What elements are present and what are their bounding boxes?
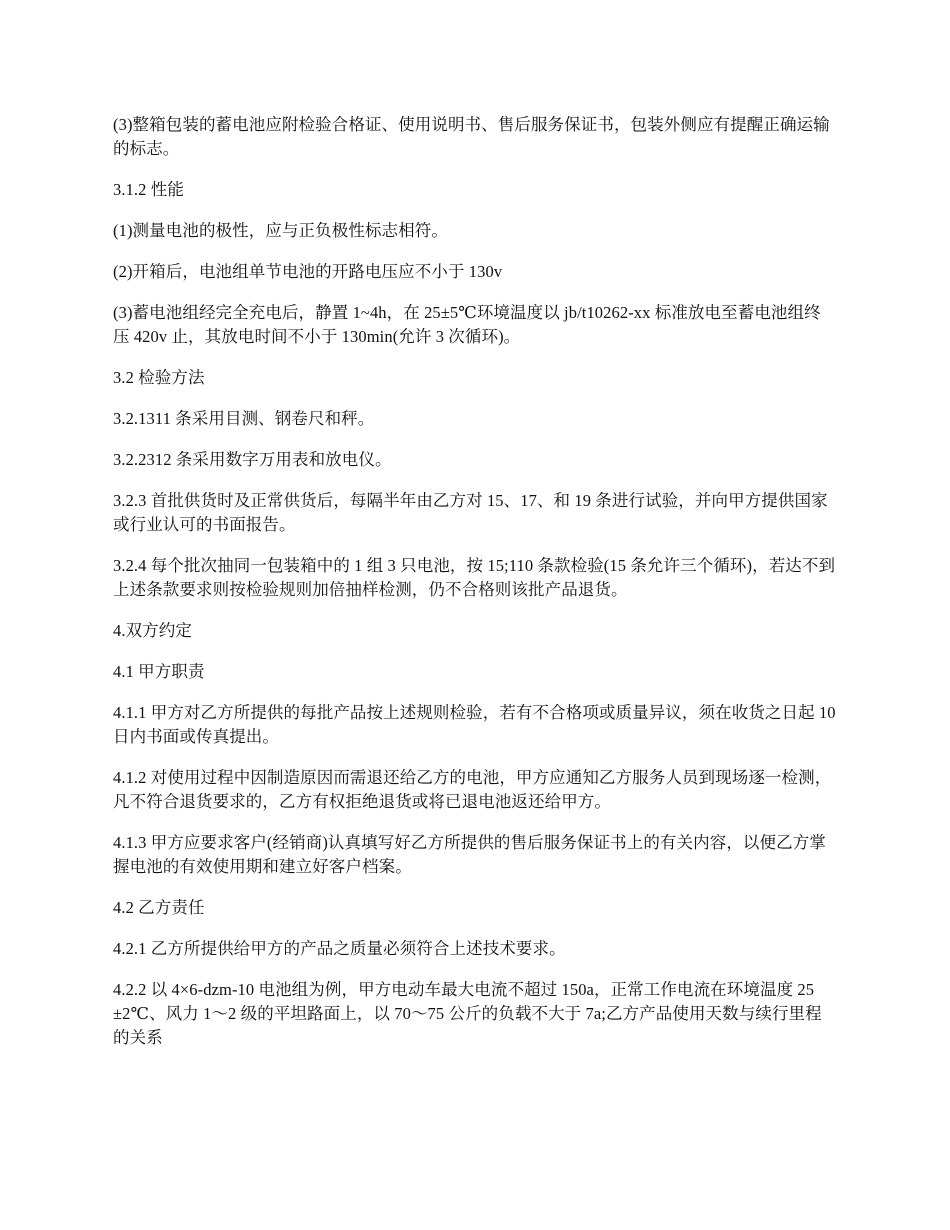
paragraph-party-a-inspection: 4.1.1 甲方对乙方所提供的每批产品按上述规则检验，若有不合格项或质量异议，须在收货之日起 10 日内书面或传真提出。 (113, 703, 836, 746)
paragraph-batch-sampling: 3.2.4 每个批次抽同一包装箱中的 1 组 3 只电池，按 15;110 条款检验(15 条允许三个循环)，若达不到上述条款要求则按检验规则加倍抽样检测，仍不合格则该批产品退货。 (113, 556, 836, 599)
document-body (113, 113, 837, 1067)
paragraph-party-a-warranty-card: 4.1.3 甲方应要求客户(经销商)认真填写好乙方所提供的售后服务保证书上的有关内容，以便乙方掌握电池的有效使用期和建立好客户档案。 (113, 833, 826, 876)
section-heading-party-b-duties: 4.2 乙方责任 (113, 898, 205, 917)
section-heading-performance: 3.1.2 性能 (113, 180, 184, 199)
paragraph-party-b-battery-example: 4.2.2 以 4×6-dzm-10 电池组为例，甲方电动车最大电流不超过 150a，正常工作电流在环境温度 25±2℃、风力 1～2 级的平坦路面上，以 70～75 公斤的负载不大于 7a;乙方产品使用天数与续行里程的关系 (113, 980, 822, 1047)
section-heading-mutual-agreement: 4.双方约定 (113, 621, 192, 640)
section-heading-party-a-duties: 4.1 甲方职责 (113, 662, 205, 681)
paragraph-visual-inspection: 3.2.1311 条采用目测、钢卷尺和秤。 (113, 409, 375, 428)
paragraph-polarity: (1)测量电池的极性，应与正负极性标志相符。 (113, 221, 448, 240)
paragraph-multimeter-test: 3.2.2312 条采用数字万用表和放电仪。 (113, 450, 392, 469)
paragraph-party-a-returns: 4.1.2 对使用过程中因制造原因而需退还给乙方的电池，甲方应通知乙方服务人员到现场逐一检测，凡不符合退货要求的，乙方有权拒绝退货或将已退电池返还给甲方。 (113, 768, 832, 811)
paragraph-open-circuit-voltage: (2)开箱后，电池组单节电池的开路电压应不小于 130v (113, 262, 503, 281)
paragraph-party-b-quality: 4.2.1 乙方所提供给甲方的产品之质量必须符合上述技术要求。 (113, 939, 566, 958)
paragraph-periodic-test: 3.2.3 首批供货时及正常供货后，每隔半年由乙方对 15、17、和 19 条进行试验，并向甲方提供国家或行业认可的书面报告。 (113, 491, 828, 534)
section-heading-inspection-methods: 3.2 检验方法 (113, 368, 205, 387)
paragraph-packaging-labels: (3)整箱包装的蓄电池应附检验合格证、使用说明书、售后服务保证书，包装外侧应有提醒正确运输的标志。 (113, 115, 830, 158)
paragraph-discharge-time: (3)蓄电池组经完全充电后，静置 1~4h，在 25±5℃环境温度以 jb/t10262-xx 标准放电至蓄电池组终压 420v 止，其放电时间不小于 130min(允许 3 次循环)。 (113, 303, 821, 346)
